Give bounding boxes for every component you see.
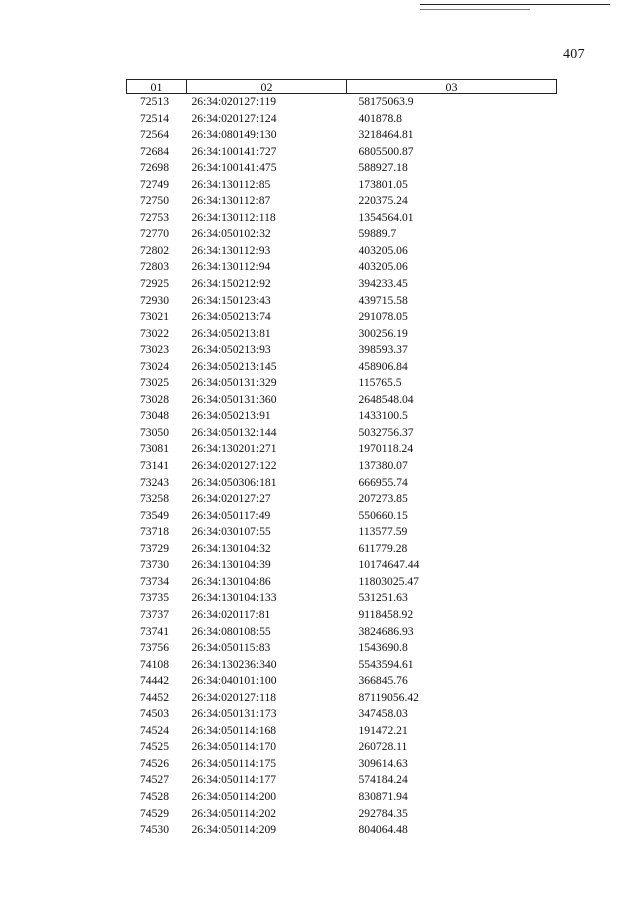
value-cell: 366845.76 bbox=[358, 674, 408, 688]
table-row bbox=[127, 160, 557, 177]
table-row bbox=[127, 772, 557, 789]
table-row bbox=[127, 706, 557, 723]
table-row bbox=[127, 259, 557, 276]
cadastral-number-cell: 26:34:050114:168 bbox=[191, 723, 277, 737]
cadastral-number-cell: 26:34:050306:181 bbox=[191, 475, 277, 489]
row-id-cell: 74452 bbox=[140, 690, 169, 704]
value-cell: 292784.35 bbox=[358, 806, 408, 820]
value-cell: 9118458.92 bbox=[358, 607, 414, 621]
cadastral-number-cell: 26:34:050213:91 bbox=[191, 409, 271, 423]
table-row bbox=[127, 806, 557, 823]
row-id-cell: 72698 bbox=[140, 161, 169, 175]
table-row bbox=[127, 111, 557, 128]
cadastral-number-cell: 26:34:130104:32 bbox=[191, 541, 271, 555]
cadastral-number-cell: 26:34:100141:475 bbox=[191, 161, 277, 175]
cadastral-number-cell: 26:34:050131:360 bbox=[191, 392, 277, 406]
table-row bbox=[127, 491, 557, 508]
row-id-cell: 73028 bbox=[140, 392, 169, 406]
row-id-cell: 74442 bbox=[140, 674, 169, 688]
value-cell: 207273.85 bbox=[358, 492, 408, 506]
page-number: 407 bbox=[563, 47, 585, 62]
row-id-cell: 72749 bbox=[140, 177, 169, 191]
cadastral-number-cell: 26:34:130112:94 bbox=[191, 260, 271, 274]
table-row bbox=[127, 408, 557, 425]
table-row bbox=[127, 210, 557, 227]
value-cell: 260728.11 bbox=[358, 740, 408, 754]
table-row bbox=[127, 673, 557, 690]
row-id-cell: 73025 bbox=[140, 376, 169, 390]
table-row bbox=[127, 193, 557, 210]
table-row bbox=[127, 756, 557, 773]
cadastral-number-cell: 26:34:050114:209 bbox=[191, 823, 277, 837]
cadastral-number-cell: 26:34:020127:124 bbox=[191, 111, 277, 125]
table-row bbox=[127, 458, 557, 475]
row-id-cell: 74525 bbox=[140, 740, 169, 754]
row-id-cell: 73243 bbox=[140, 475, 169, 489]
table-row bbox=[127, 657, 557, 674]
table-row bbox=[127, 177, 557, 194]
value-cell: 1433100.5 bbox=[358, 409, 408, 423]
cadastral-number-cell: 26:34:050131:173 bbox=[191, 707, 277, 721]
cadastral-number-cell: 26:34:050131:329 bbox=[191, 376, 277, 390]
table-row bbox=[127, 326, 557, 343]
value-cell: 804064.48 bbox=[358, 823, 408, 837]
cadastral-number-cell: 26:34:150123:43 bbox=[191, 293, 271, 307]
cadastral-number-cell: 26:34:130104:86 bbox=[191, 574, 271, 588]
value-cell: 87119056.42 bbox=[358, 690, 419, 704]
value-cell: 347458.03 bbox=[358, 707, 408, 721]
row-id-cell: 72513 bbox=[140, 95, 169, 108]
column-header-01: 01 bbox=[127, 80, 187, 94]
cadastral-number-cell: 26:34:040101:100 bbox=[191, 674, 277, 688]
cadastral-number-cell: 26:34:020127:27 bbox=[191, 492, 271, 506]
row-id-cell: 73024 bbox=[140, 359, 169, 373]
row-id-cell: 72753 bbox=[140, 210, 169, 224]
cadastral-number-cell: 26:34:050117:49 bbox=[191, 508, 271, 522]
row-id-cell: 74524 bbox=[140, 723, 169, 737]
cadastral-number-cell: 26:34:130236:340 bbox=[191, 657, 277, 671]
table-row bbox=[127, 94, 557, 111]
value-cell: 574184.24 bbox=[358, 773, 408, 787]
value-cell: 403205.06 bbox=[358, 243, 408, 257]
cadastral-number-cell: 26:34:050114:202 bbox=[191, 806, 277, 820]
value-cell: 309614.63 bbox=[358, 756, 408, 770]
data-table-container bbox=[126, 79, 556, 839]
table-row bbox=[127, 723, 557, 740]
row-id-cell: 72803 bbox=[140, 260, 169, 274]
value-cell: 2648548.04 bbox=[358, 392, 414, 406]
value-cell: 401878.8 bbox=[358, 111, 402, 125]
value-cell: 1970118.24 bbox=[358, 442, 414, 456]
value-cell: 1543690.8 bbox=[358, 641, 408, 655]
cadastral-number-cell: 26:34:050102:32 bbox=[191, 227, 271, 241]
cadastral-number-cell: 26:34:050213:81 bbox=[191, 326, 271, 340]
cadastral-number-cell: 26:34:150212:92 bbox=[191, 277, 271, 291]
row-id-cell: 73730 bbox=[140, 558, 169, 572]
cadastral-number-cell: 26:34:100141:727 bbox=[191, 144, 277, 158]
table-row bbox=[127, 243, 557, 260]
value-cell: 137380.07 bbox=[358, 459, 408, 473]
table-row bbox=[127, 574, 557, 591]
row-id-cell: 74108 bbox=[140, 657, 169, 671]
value-cell: 458906.84 bbox=[358, 359, 408, 373]
row-id-cell: 73081 bbox=[140, 442, 169, 456]
value-cell: 439715.58 bbox=[358, 293, 408, 307]
cadastral-number-cell: 26:34:050213:145 bbox=[191, 359, 277, 373]
table-row bbox=[127, 640, 557, 657]
table-row bbox=[127, 739, 557, 756]
value-cell: 300256.19 bbox=[358, 326, 408, 340]
cadastral-number-cell: 26:34:130112:87 bbox=[191, 194, 271, 208]
value-cell: 3218464.81 bbox=[358, 128, 414, 142]
column-header-03: 03 bbox=[347, 80, 557, 94]
row-id-cell: 72564 bbox=[140, 128, 169, 142]
value-cell: 1354564.01 bbox=[358, 210, 414, 224]
table-row bbox=[127, 590, 557, 607]
row-id-cell: 73258 bbox=[140, 492, 169, 506]
row-id-cell: 72802 bbox=[140, 243, 169, 257]
value-cell: 588927.18 bbox=[358, 161, 408, 175]
cadastral-number-cell: 26:34:020127:122 bbox=[191, 459, 277, 473]
cadastral-number-cell: 26:34:020127:118 bbox=[191, 690, 277, 704]
row-id-cell: 74503 bbox=[140, 707, 169, 721]
value-cell: 220375.24 bbox=[358, 194, 408, 208]
table-row bbox=[127, 276, 557, 293]
cadastral-number-cell: 26:34:130112:118 bbox=[191, 210, 276, 224]
column-header-02: 02 bbox=[187, 80, 347, 94]
cadastral-number-cell: 26:34:050114:170 bbox=[191, 740, 277, 754]
value-cell: 191472.21 bbox=[358, 723, 408, 737]
table-row bbox=[127, 524, 557, 541]
row-id-cell: 73022 bbox=[140, 326, 169, 340]
value-cell: 6805500.87 bbox=[358, 144, 414, 158]
cadastral-number-cell: 26:34:130112:93 bbox=[191, 243, 271, 257]
row-id-cell: 72750 bbox=[140, 194, 169, 208]
cadastral-number-cell: 26:34:050114:200 bbox=[191, 789, 277, 803]
table-row bbox=[127, 425, 557, 442]
table-row bbox=[127, 441, 557, 458]
cadastral-number-cell: 26:34:080149:130 bbox=[191, 128, 277, 142]
header-rule-thin bbox=[420, 9, 530, 10]
cadastral-number-cell: 26:34:130104:133 bbox=[191, 591, 277, 605]
table-row bbox=[127, 475, 557, 492]
table-row bbox=[127, 690, 557, 707]
table-row bbox=[127, 392, 557, 409]
table-row bbox=[127, 144, 557, 161]
value-cell: 403205.06 bbox=[358, 260, 408, 274]
cadastral-number-cell: 26:34:130112:85 bbox=[191, 177, 271, 191]
table-row bbox=[127, 624, 557, 641]
row-id-cell: 74526 bbox=[140, 756, 169, 770]
table-header-row bbox=[127, 80, 557, 94]
row-id-cell: 72925 bbox=[140, 277, 169, 291]
table-row bbox=[127, 508, 557, 525]
cadastral-number-cell: 26:34:050115:83 bbox=[191, 641, 271, 655]
table-row bbox=[127, 541, 557, 558]
value-cell: 5032756.37 bbox=[358, 425, 414, 439]
cadastral-number-cell: 26:34:080108:55 bbox=[191, 624, 271, 638]
table-row bbox=[127, 309, 557, 326]
row-id-cell: 74529 bbox=[140, 806, 169, 820]
cadastral-number-cell: 26:34:050114:175 bbox=[191, 756, 277, 770]
data-table bbox=[126, 79, 557, 839]
value-cell: 291078.05 bbox=[358, 310, 408, 324]
row-id-cell: 73050 bbox=[140, 425, 169, 439]
cadastral-number-cell: 26:34:050132:144 bbox=[191, 425, 277, 439]
row-id-cell: 73756 bbox=[140, 641, 169, 655]
table-row bbox=[127, 359, 557, 376]
row-id-cell: 72930 bbox=[140, 293, 169, 307]
header-rule bbox=[420, 4, 610, 5]
value-cell: 394233.45 bbox=[358, 277, 408, 291]
value-cell: 59889.7 bbox=[358, 227, 397, 241]
value-cell: 173801.05 bbox=[358, 177, 408, 191]
table-row bbox=[127, 226, 557, 243]
value-cell: 398593.37 bbox=[358, 343, 408, 357]
cadastral-number-cell: 26:34:020127:119 bbox=[191, 95, 277, 108]
row-id-cell: 72770 bbox=[140, 227, 169, 241]
row-id-cell: 73048 bbox=[140, 409, 169, 423]
value-cell: 550660.15 bbox=[358, 508, 408, 522]
cadastral-number-cell: 26:34:050213:74 bbox=[191, 310, 271, 324]
cadastral-number-cell: 26:34:130201:271 bbox=[191, 442, 277, 456]
row-id-cell: 73549 bbox=[140, 508, 169, 522]
row-id-cell: 72514 bbox=[140, 111, 169, 125]
table-row bbox=[127, 822, 557, 839]
cadastral-number-cell: 26:34:050213:93 bbox=[191, 343, 271, 357]
value-cell: 5543594.61 bbox=[358, 657, 414, 671]
value-cell: 3824686.93 bbox=[358, 624, 414, 638]
value-cell: 11803025.47 bbox=[358, 574, 419, 588]
cadastral-number-cell: 26:34:130104:39 bbox=[191, 558, 271, 572]
row-id-cell: 73735 bbox=[140, 591, 169, 605]
value-cell: 10174647.44 bbox=[358, 558, 420, 572]
cadastral-number-cell: 26:34:020117:81 bbox=[191, 607, 271, 621]
row-id-cell: 73737 bbox=[140, 607, 169, 621]
row-id-cell: 73729 bbox=[140, 541, 169, 555]
row-id-cell: 73734 bbox=[140, 574, 169, 588]
cadastral-number-cell: 26:34:030107:55 bbox=[191, 525, 271, 539]
table-row bbox=[127, 789, 557, 806]
row-id-cell: 72684 bbox=[140, 144, 169, 158]
row-id-cell: 74530 bbox=[140, 823, 169, 837]
row-id-cell: 73021 bbox=[140, 310, 169, 324]
table-row bbox=[127, 557, 557, 574]
table-body bbox=[127, 94, 557, 839]
row-id-cell: 73741 bbox=[140, 624, 169, 638]
table-row bbox=[127, 127, 557, 144]
row-id-cell: 74527 bbox=[140, 773, 169, 787]
row-id-cell: 73023 bbox=[140, 343, 169, 357]
value-cell: 666955.74 bbox=[358, 475, 408, 489]
row-id-cell: 74528 bbox=[140, 789, 169, 803]
value-cell: 531251.63 bbox=[358, 591, 408, 605]
value-cell: 115765.5 bbox=[358, 376, 402, 390]
table-row bbox=[127, 607, 557, 624]
table-row bbox=[127, 342, 557, 359]
row-id-cell: 73718 bbox=[140, 525, 169, 539]
row-id-cell: 73141 bbox=[140, 459, 169, 473]
value-cell: 830871.94 bbox=[358, 789, 408, 803]
table-row bbox=[127, 293, 557, 310]
table-row bbox=[127, 375, 557, 392]
value-cell: 113577.59 bbox=[358, 525, 408, 539]
cadastral-number-cell: 26:34:050114:177 bbox=[191, 773, 277, 787]
value-cell: 611779.28 bbox=[358, 541, 408, 555]
value-cell: 58175063.9 bbox=[358, 95, 414, 108]
